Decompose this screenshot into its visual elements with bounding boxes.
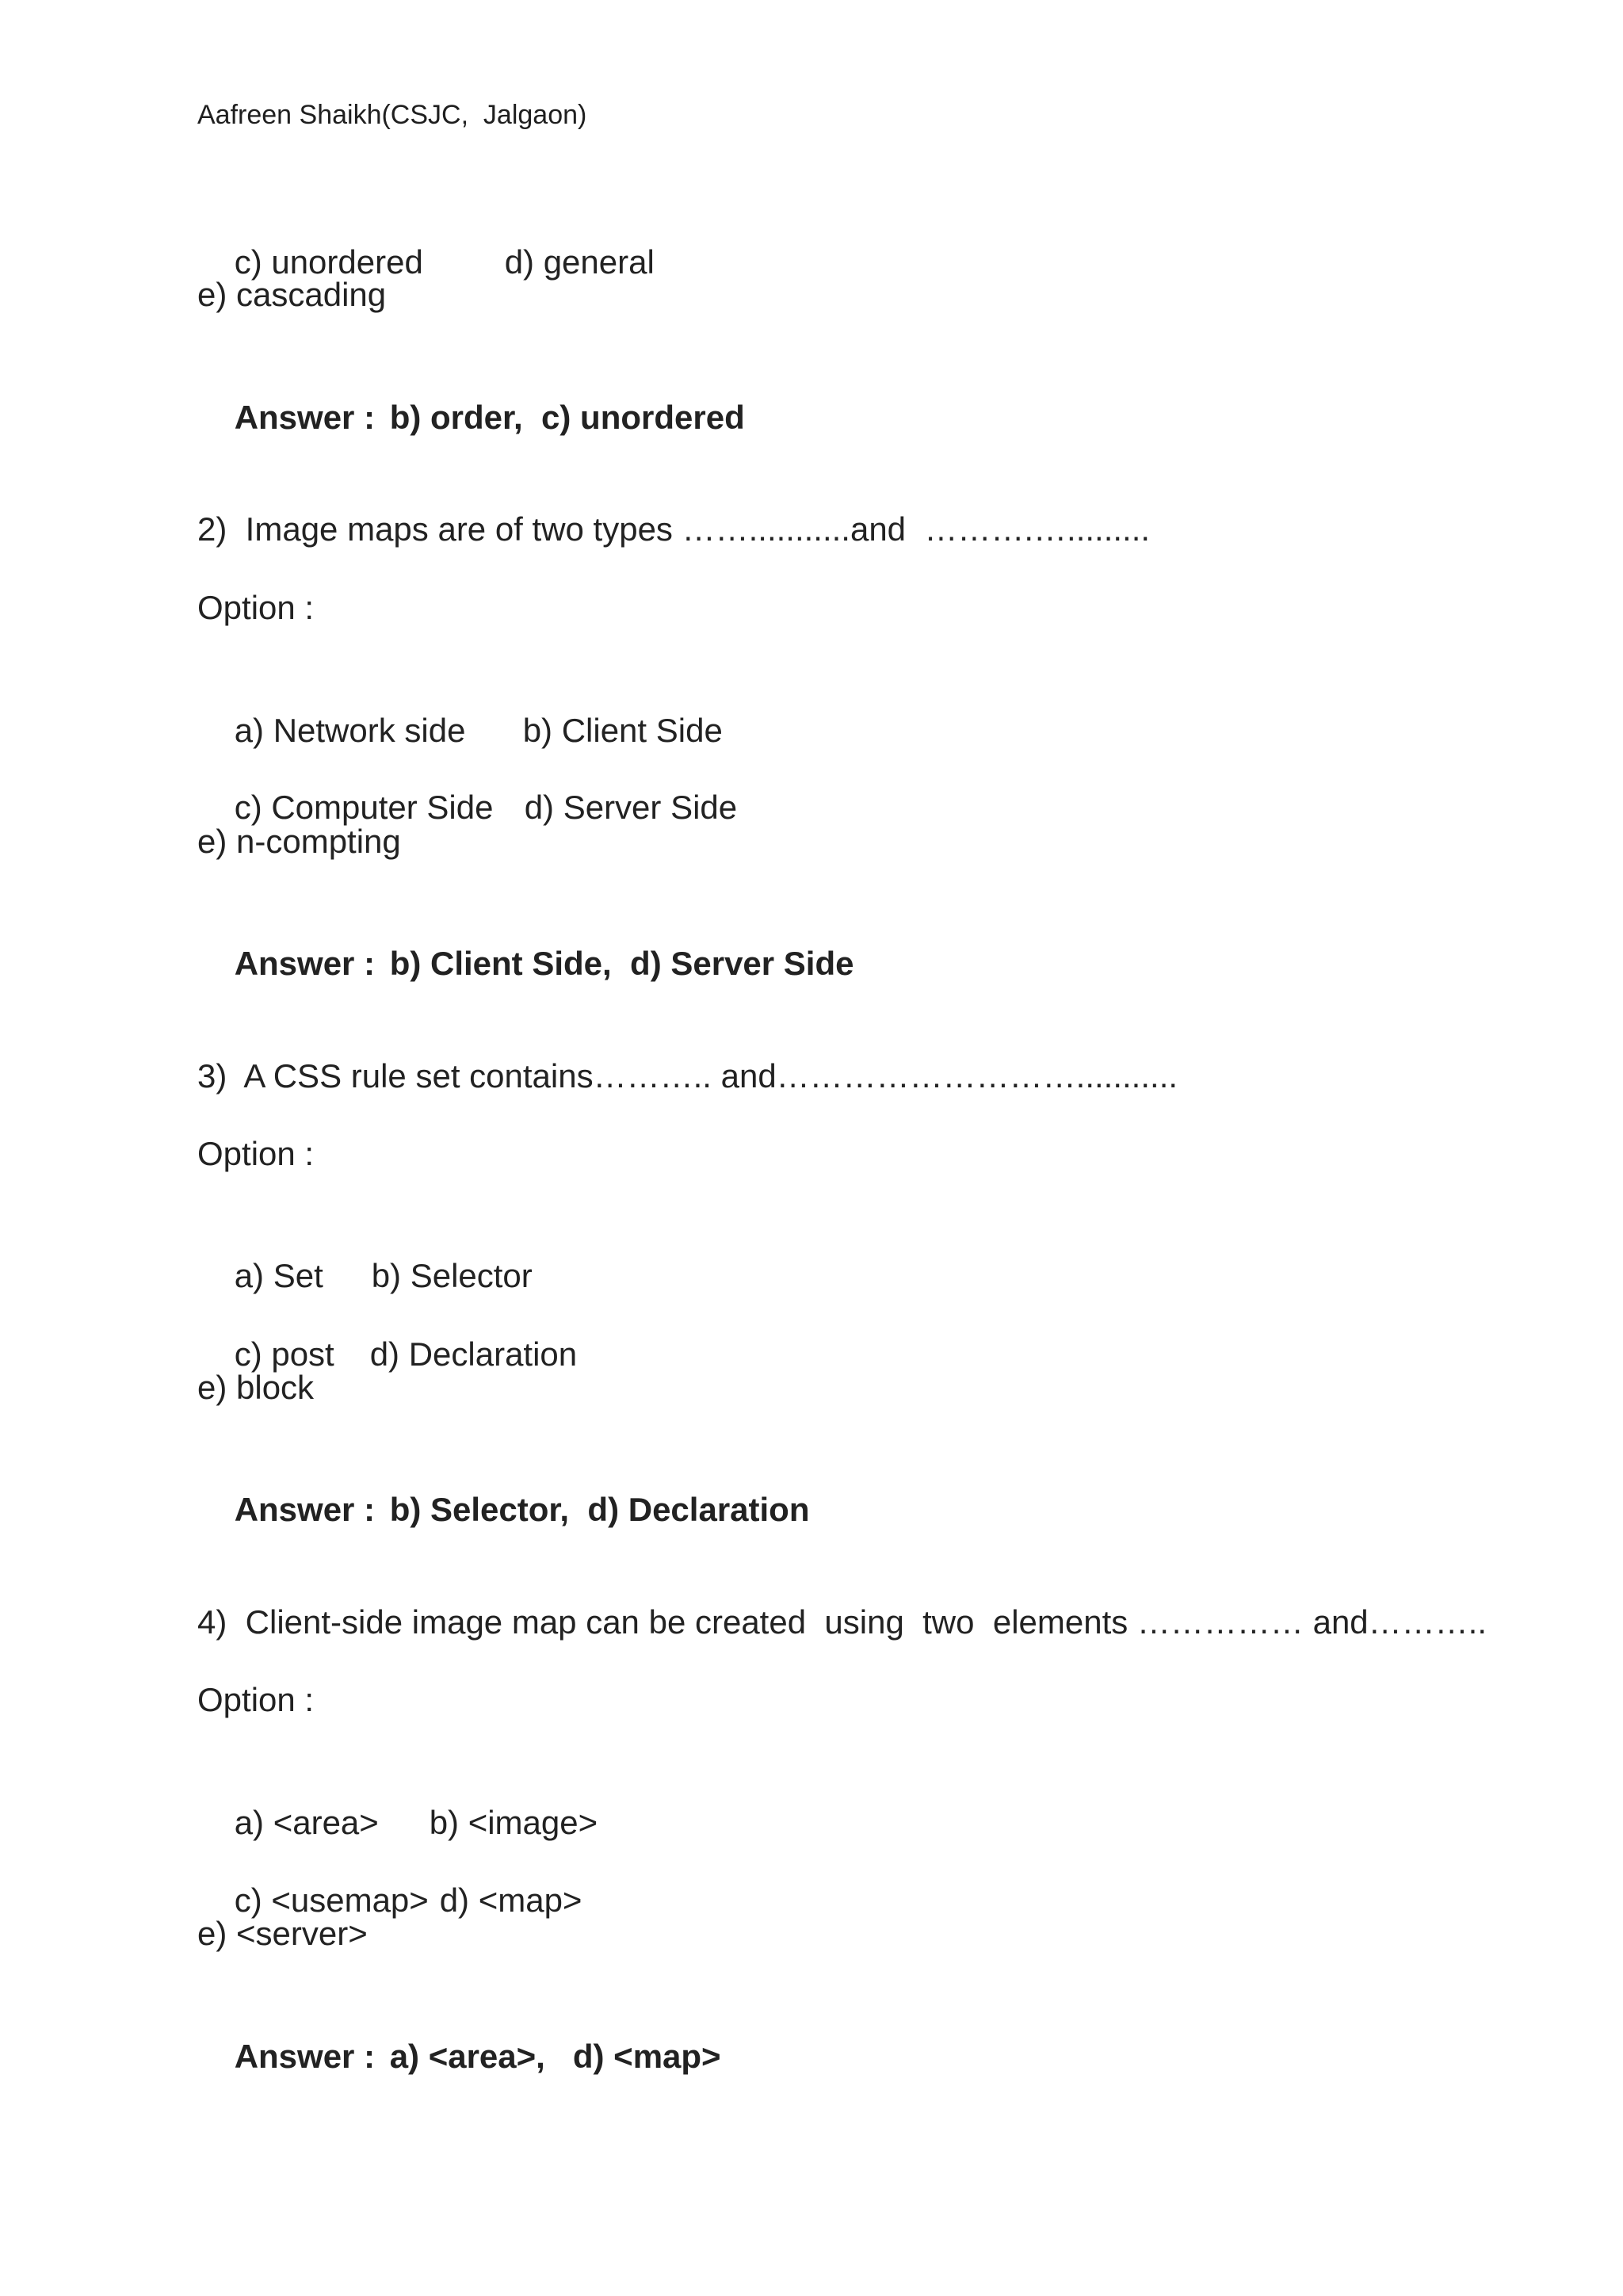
q3-option-a: a) Set [234,1257,323,1294]
q2-option-a: a) Network side [234,712,466,749]
q1-answer-value: b) order, c) unordered [389,399,745,436]
q3-answer-value: b) Selector, d) Declaration [389,1491,810,1528]
q3-option-label: Option : [197,1135,315,1172]
q2-question: 2) Image maps are of two types ……...........and ……….…......... [197,510,1151,548]
q3-option-e: e) block [197,1369,315,1406]
q2-option-e: e) n-compting [197,823,401,860]
q3-question: 3) A CSS rule set contains……….. and………………………........... [197,1057,1178,1095]
q4-option-d: d) <map> [439,1881,582,1919]
q4-answer-value: a) <area>, d) <map> [389,2038,721,2075]
q3-option-d: d) Declaration [369,1335,578,1373]
q4-question: 4) Client-side image map can be created using two elements …………… and……….. [197,1603,1487,1641]
q2-answer [197,897,854,1030]
q2-answer-label: Answer : [234,945,376,982]
q2-answer-value: b) Client Side, d) Server Side [389,945,854,982]
q1-option-d: d) general [504,243,655,281]
q2-option-d: d) Server Side [524,789,738,826]
q3-answer [197,1443,810,1576]
q2-option-b: b) Client Side [522,712,723,749]
q2-option-c: c) Computer Side [234,789,494,826]
q4-option-c: c) <usemap> [234,1881,429,1919]
q3-answer-label: Answer : [234,1491,376,1528]
q4-option-e: e) <server> [197,1915,368,1952]
q3-option-c: c) post [234,1335,334,1373]
q4-answer [197,1990,721,2123]
q1-answer [197,351,745,484]
q1-option-e: e) cascading [197,276,387,313]
q4-answer-label: Answer : [234,2038,376,2075]
q2-option-label: Option : [197,589,315,626]
author-header: Aafreen Shaikh(CSJC, Jalgaon) [197,100,587,130]
q3-option-b: b) Selector [371,1257,533,1294]
q4-option-a: a) <area> [234,1804,379,1841]
q1-answer-label: Answer : [234,399,376,436]
q4-option-b: b) <image> [429,1804,598,1841]
q4-option-label: Option : [197,1681,315,1718]
q1-option-c: c) unordered [234,243,423,281]
